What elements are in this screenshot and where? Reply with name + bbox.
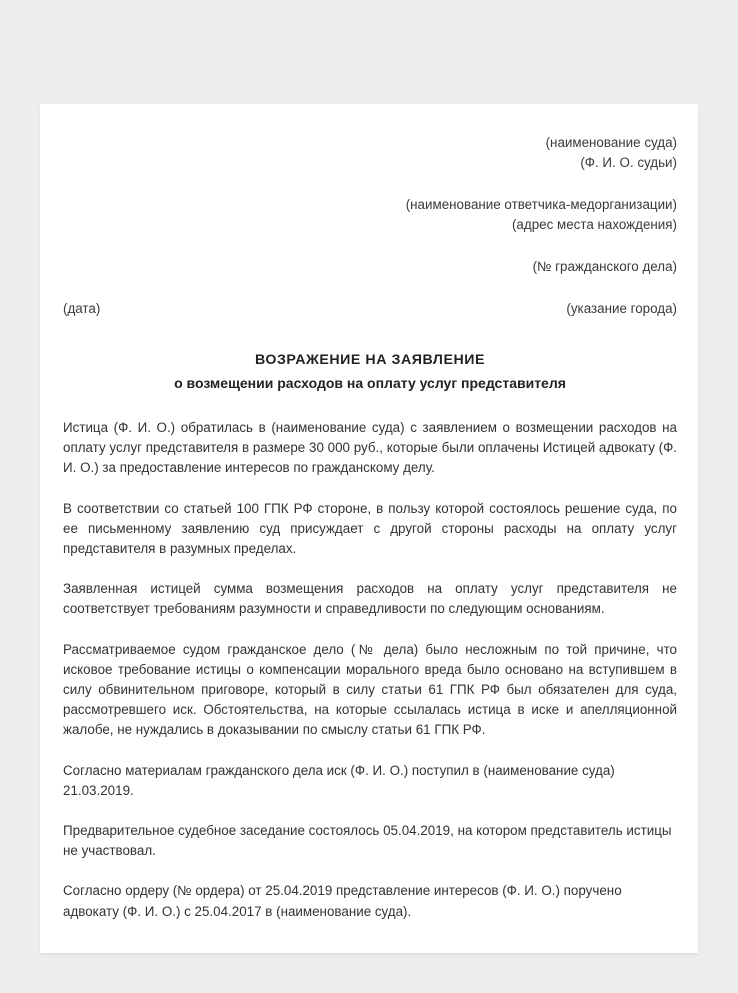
respondent-address-line: (адрес места нахождения) (511, 217, 677, 232)
date-placeholder: (дата) (63, 301, 101, 316)
body-paragraph: Заявленная истицей сумма возмещения расходов на оплату услуг представителя не соответствует требованиям разумности и справедливости по следующим основаниям. (63, 581, 677, 617)
body-paragraph: Истица (Ф. И. О.) обратилась в (наименование суда) с заявлением о возмещении расходов на оплату услуг представителя в размере 30 000 руб., которые были оплачены Истицей адвокату (Ф. И. О.) за предоставление интересов по гражданскому делу. (63, 420, 677, 476)
date-city-row (63, 299, 677, 319)
body-paragraph: Предварительное судебное заседание состоялось 05.04.2019, на котором представитель истицы не участвовал. (63, 823, 672, 859)
addressee-group-case (63, 257, 677, 277)
body-paragraph: Согласно ордеру (№ ордера) от 25.04.2019 представление интересов (Ф. И. О.) поручено адвокату (Ф. И. О.) с 25.04.2017 в (наименование суда). (63, 883, 622, 919)
document-subtitle: о возмещении расходов на оплату услуг представителя (174, 375, 566, 391)
case-number-line: (№ гражданского дела) (532, 259, 677, 274)
page-content-area (63, 104, 677, 922)
judge-name-line: (Ф. И. О. судьи) (580, 155, 677, 170)
addressee-group-court (63, 133, 677, 173)
respondent-name-line: (наименование ответчика-медорганизации) (405, 197, 677, 212)
document-page (40, 104, 698, 953)
body-paragraph: Рассматриваемое судом гражданское дело (№ дела) было несложным по той причине, что исковое требование истицы о компенсации морального вреда было основано на вступившем в силу обвинительном приговоре, который в силу статьи 61 ГПК РФ был обязателен для суда, рассмотревшего иск. Обстоятельства, на которые ссылалась истица в иске и апелляционной жалобе, не нуждались в доказывании по смыслу статьи 61 ГПК РФ. (63, 641, 677, 738)
body-paragraph: В соответствии со статьей 100 ГПК РФ стороне, в пользу которой состоялось решение суда, по ее письменному заявлению суд присуждает с другой стороны расходы на оплату услуг представителя в разумных пределах. (63, 500, 677, 557)
city-placeholder: (указание города) (566, 301, 677, 316)
addressee-group-respondent (63, 195, 677, 235)
body-paragraph: Согласно материалам гражданского дела иск (Ф. И. О.) поступил в (наименование суда) 21.03.2019. (63, 762, 615, 798)
page-title: ВОЗРАЖЕНИЕ НА ЗАЯВЛЕНИЕ (254, 352, 486, 368)
court-name-line: (наименование суда) (545, 135, 677, 150)
document-body (63, 418, 677, 922)
addressee-block (63, 104, 677, 277)
document-title-block (63, 350, 677, 393)
